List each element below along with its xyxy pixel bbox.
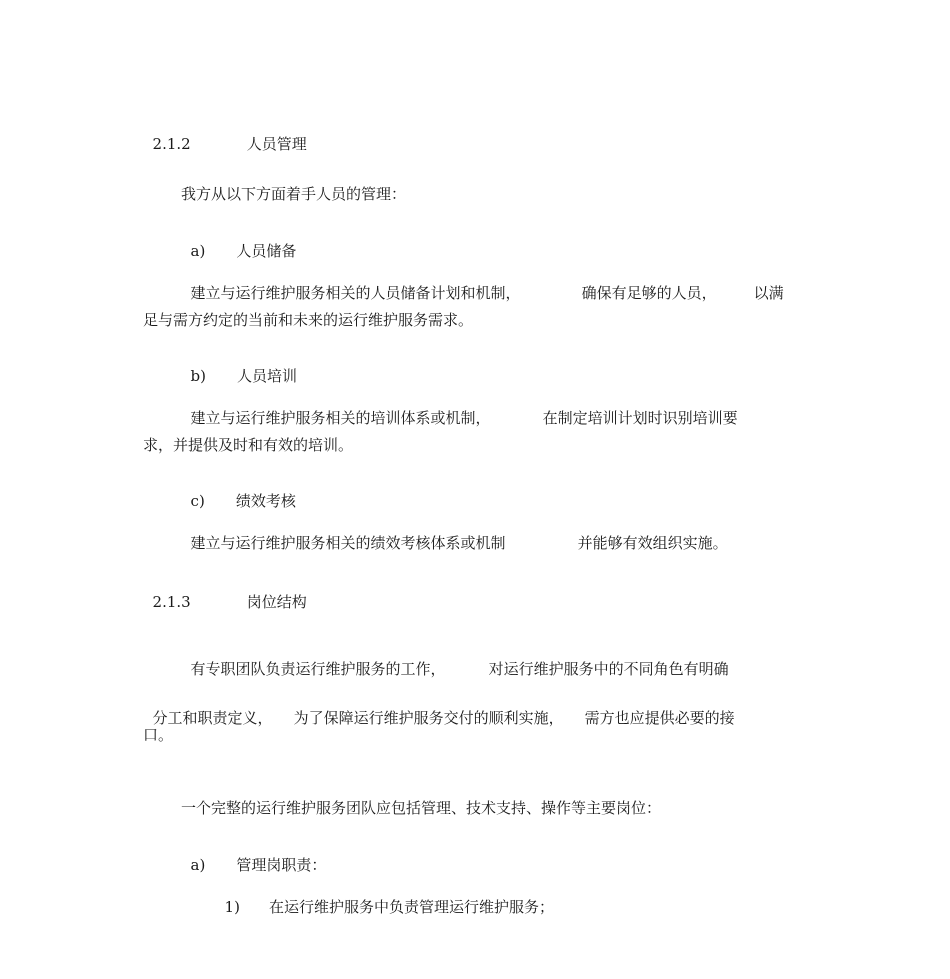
list-item-heading-a	[181, 229, 296, 259]
list-marker: 1)	[224, 898, 240, 916]
text-segment: 为了保障运行维护服务交付的顺利实施，	[293, 709, 564, 727]
text-segment: 在制定培训计划时识别培训要	[542, 409, 738, 427]
list-item-title: 管理岗职责：	[236, 856, 327, 874]
list-marker: a)	[190, 856, 206, 874]
paragraph-line	[181, 521, 728, 551]
list-item-text: 在运行维护服务中负责管理运行维护服务；	[268, 898, 554, 916]
text-segment: 以满	[753, 284, 784, 302]
section-title: 人员管理	[246, 135, 307, 153]
list-marker: a)	[190, 242, 206, 260]
list-item-heading-c	[181, 479, 296, 509]
list-marker: c)	[190, 492, 205, 510]
paragraph-line	[143, 696, 735, 726]
text-segment: 分工和职责定义，	[152, 709, 273, 727]
list-item-title: 人员培训	[237, 367, 298, 385]
paragraph-line	[181, 647, 729, 677]
text-segment: 建立与运行维护服务相关的人员储备计划和机制，	[190, 284, 521, 302]
text-segment: 需方也应提供必要的接	[584, 709, 735, 727]
text-segment: 有专职团队负责运行维护服务的工作，	[190, 660, 446, 678]
text-segment: 并能够有效组织实施。	[577, 534, 728, 552]
list-item-heading-b	[181, 354, 297, 384]
list-item-heading-a	[181, 843, 326, 873]
paragraph-line	[181, 271, 784, 301]
paragraph-line: 一个完整的运行维护服务团队应包括管理、技术支持、操作等主要岗位：	[181, 799, 662, 817]
section-title: 岗位结构	[246, 593, 307, 611]
paragraph-line	[181, 396, 738, 426]
text-segment: 建立与运行维护服务相关的培训体系或机制，	[190, 409, 491, 427]
text-segment: 对运行维护服务中的不同角色有明确	[488, 660, 729, 678]
paragraph-line: 足与需方约定的当前和未来的运行维护服务需求。	[143, 311, 474, 329]
list-item-title: 人员储备	[236, 242, 297, 260]
paragraph-line: 求，并提供及时和有效的培训。	[143, 436, 354, 454]
section-2-1-3-heading	[143, 580, 307, 610]
text-segment: 确保有足够的人员，	[581, 284, 717, 302]
sub-list-item-1	[215, 885, 554, 915]
section-number: 2.1.2	[152, 135, 191, 153]
text-segment: 建立与运行维护服务相关的绩效考核体系或机制	[190, 534, 506, 552]
paragraph-line: 口。	[143, 726, 174, 744]
list-marker: b)	[190, 367, 207, 385]
intro-paragraph: 我方从以下方面着手人员的管理：	[181, 185, 407, 203]
list-item-title: 绩效考核	[235, 492, 296, 510]
section-2-1-2-heading	[143, 122, 307, 152]
section-number: 2.1.3	[152, 593, 191, 611]
